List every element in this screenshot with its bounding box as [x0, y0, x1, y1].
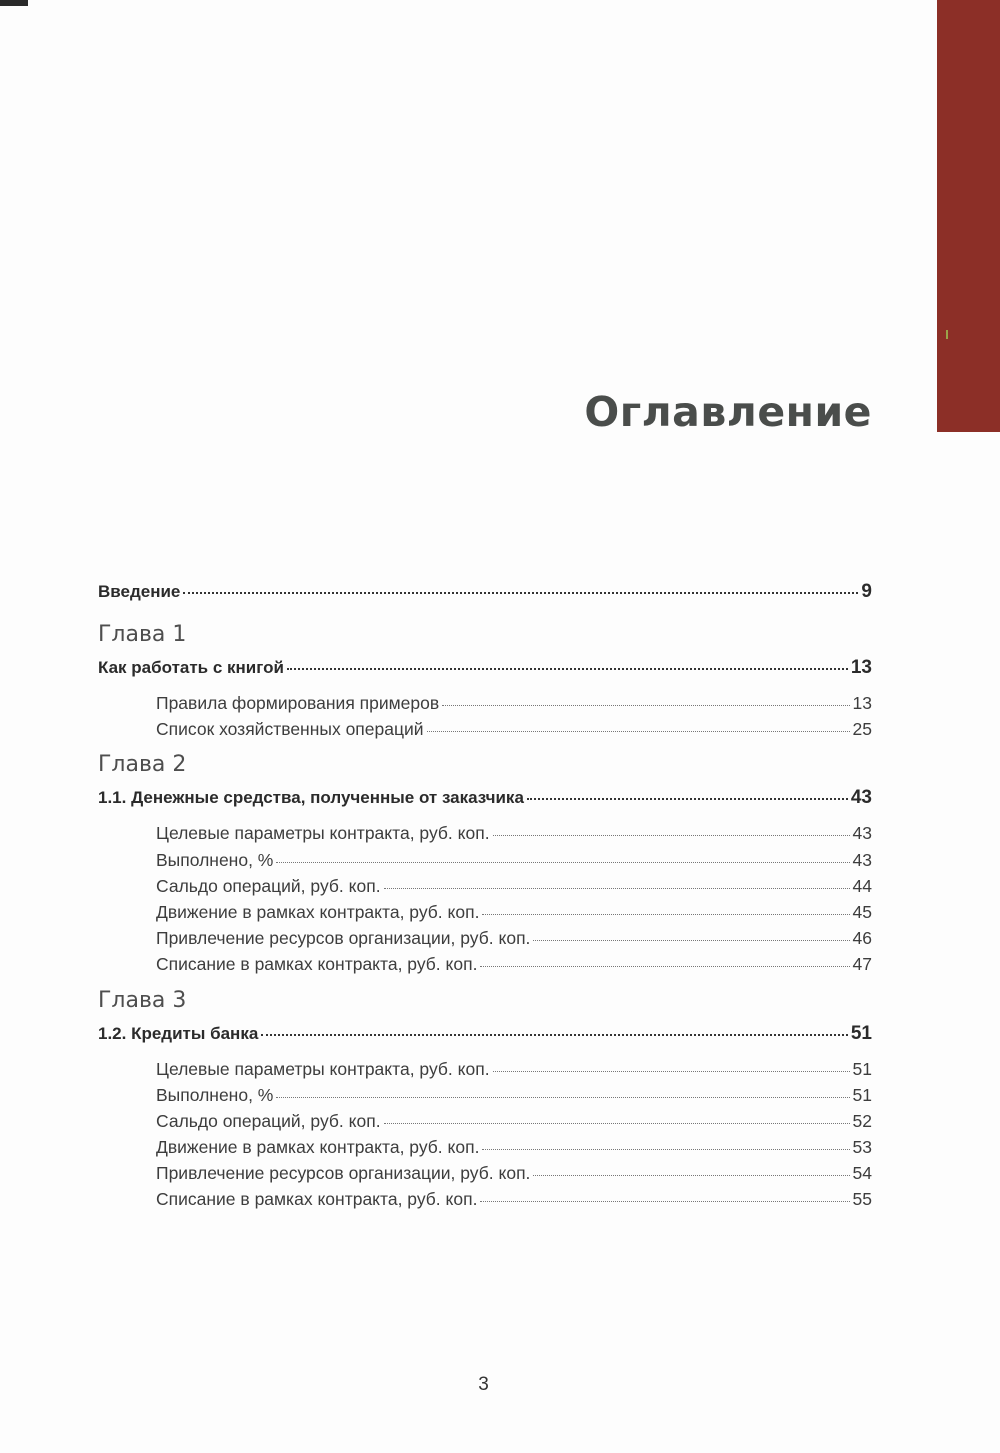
- toc-entry-intro[interactable]: [98, 576, 872, 608]
- chapter-side-tab: [937, 0, 1000, 432]
- toc-entry-page: 52: [852, 1110, 872, 1131]
- corner-mark: [0, 0, 28, 6]
- dot-leader: [480, 966, 849, 967]
- table-of-contents: [98, 576, 872, 1213]
- toc-entry-page: 43: [852, 823, 872, 844]
- toc-entry-label: Движение в рамках контракта, руб. коп.: [156, 1137, 480, 1158]
- toc-entry-page: 43: [850, 787, 872, 809]
- toc-entry-page: 25: [852, 719, 872, 740]
- toc-entry-label: Список хозяйственных операций: [156, 719, 424, 740]
- dot-leader: [493, 1071, 850, 1072]
- toc-entry-chapter-main[interactable]: [98, 652, 872, 684]
- toc-entry-label: Сальдо операций, руб. коп.: [156, 875, 381, 896]
- toc-entry-page: 54: [852, 1163, 872, 1184]
- toc-entry-label: Привлечение ресурсов организации, руб. коп.: [156, 928, 531, 949]
- dot-leader: [493, 835, 850, 836]
- toc-entry-label: Списание в рамках контракта, руб. коп.: [156, 1189, 478, 1210]
- toc-entry-label: 1.1. Денежные средства, полученные от заказчика: [98, 788, 524, 808]
- toc-entry-page: 13: [852, 693, 872, 713]
- toc-entry-page: 45: [852, 901, 872, 922]
- toc-subentry[interactable]: [98, 820, 872, 846]
- dot-leader: [384, 1123, 850, 1124]
- dot-leader: [261, 1034, 848, 1036]
- toc-entry-label: Списание в рамках контракта, руб. коп.: [156, 954, 478, 975]
- toc-entry-label: Выполнено, %: [156, 1084, 274, 1105]
- dot-leader: [384, 888, 850, 889]
- toc-subentry[interactable]: [98, 847, 872, 873]
- toc-entry-label: Введение: [98, 582, 181, 601]
- toc-entry-label: 1.2. Кредиты банка: [98, 1023, 259, 1043]
- toc-subentry[interactable]: [98, 1134, 872, 1160]
- toc-entry-page: 9: [861, 581, 872, 602]
- chapter-heading: Глава 1: [98, 622, 187, 647]
- toc-entry-label: Целевые параметры контракта, руб. коп.: [156, 1058, 490, 1079]
- toc-subentry[interactable]: [98, 899, 872, 925]
- toc-subentry[interactable]: [98, 925, 872, 951]
- toc-entry-page: 44: [852, 875, 872, 896]
- toc-subentry[interactable]: [98, 1082, 872, 1108]
- toc-entry-page: 47: [852, 954, 872, 975]
- chapter-heading: Глава 2: [98, 752, 187, 778]
- toc-entry-page: 51: [852, 1058, 872, 1079]
- dot-leader: [533, 1175, 849, 1176]
- toc-subentry[interactable]: [98, 1108, 872, 1134]
- toc-entry-page: 43: [852, 849, 872, 870]
- toc-entry-label: Правила формирования примеров: [156, 693, 440, 713]
- toc-entry-page: 46: [852, 928, 872, 949]
- toc-entry-page: 53: [852, 1137, 872, 1158]
- toc-entry-chapter-main[interactable]: [98, 782, 872, 814]
- dot-leader: [427, 731, 850, 732]
- side-tab-tick: [946, 330, 948, 339]
- toc-entry-page: 13: [850, 657, 872, 678]
- toc-entry-label: Привлечение ресурсов организации, руб. коп.: [156, 1163, 531, 1184]
- toc-entry-label: Как работать с книгой: [98, 658, 284, 677]
- toc-entry-label: Выполнено, %: [156, 849, 274, 870]
- toc-subentry[interactable]: [98, 716, 872, 742]
- toc-entry-page: 55: [852, 1189, 872, 1210]
- toc-subentry[interactable]: [98, 690, 872, 716]
- toc-entry-label: Сальдо операций, руб. коп.: [156, 1110, 381, 1131]
- toc-entry-page: 51: [852, 1084, 872, 1105]
- toc-entry-label: Движение в рамках контракта, руб. коп.: [156, 901, 480, 922]
- dot-leader: [276, 1097, 849, 1098]
- dot-leader: [527, 798, 848, 800]
- dot-leader: [533, 940, 849, 941]
- dot-leader: [183, 592, 858, 594]
- toc-entry-page: 51: [850, 1022, 872, 1044]
- toc-subentry[interactable]: [98, 1160, 872, 1186]
- toc-entry-label: Целевые параметры контракта, руб. коп.: [156, 823, 490, 844]
- chapter-heading: Глава 3: [98, 987, 187, 1013]
- toc-subentry[interactable]: [98, 1186, 872, 1212]
- dot-leader: [482, 914, 849, 915]
- dot-leader: [276, 862, 849, 863]
- dot-leader: [480, 1201, 849, 1202]
- dot-leader: [287, 668, 848, 670]
- toc-entry-chapter-main[interactable]: [98, 1018, 872, 1050]
- toc-subentry[interactable]: [98, 1056, 872, 1082]
- page-number: 3: [478, 1374, 489, 1395]
- dot-leader: [442, 705, 849, 706]
- page-title: Оглавление: [584, 388, 872, 436]
- toc-subentry[interactable]: [98, 951, 872, 977]
- toc-subentry[interactable]: [98, 873, 872, 899]
- dot-leader: [482, 1149, 849, 1150]
